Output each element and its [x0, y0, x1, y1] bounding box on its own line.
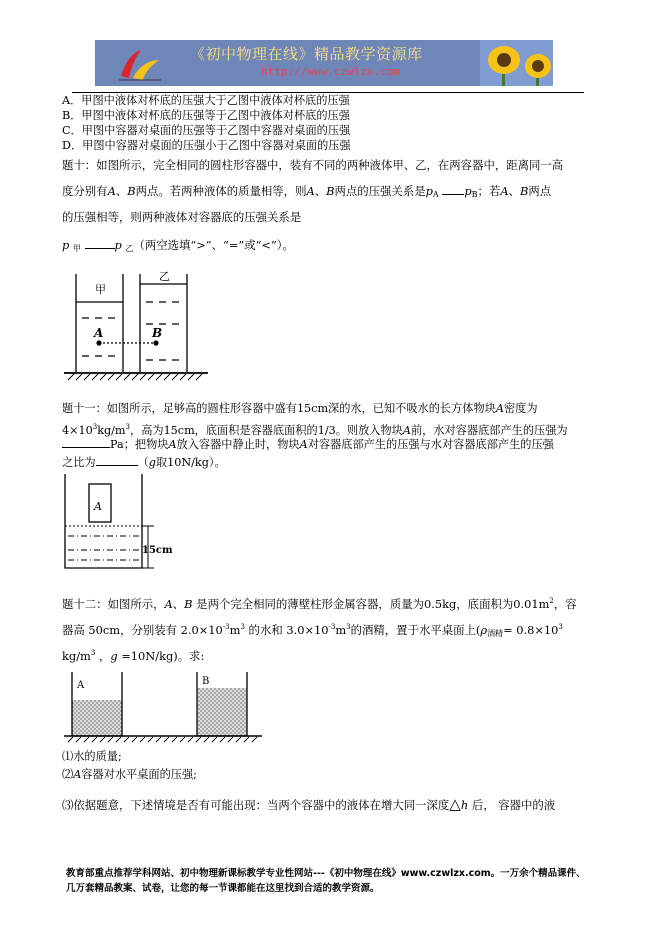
q12-sub-2: ⑵A容器对水平桌面的压强;: [62, 768, 197, 781]
fig12-label-b: B: [202, 676, 210, 687]
q11-line-3: Pa；把物块A放入容器中静止时，物块A对容器底部产生的压强与水对容器底部产生的压强: [62, 438, 554, 452]
q10-blank-1[interactable]: [442, 194, 464, 195]
footer-line-2: 几万套精品教案、试卷，让您的每一节课都能在这里找到合适的教学资源。: [66, 883, 380, 894]
fig-label-jia: 甲: [95, 283, 106, 296]
banner-url[interactable]: http://www.czwlzx.com: [261, 65, 401, 78]
q11-line-1: 题十一：如图所示，足够高的圆柱形容器中盛有15cm深的水，已知不吸水的长方体物块A密度为: [62, 402, 538, 415]
option-c: C．甲图中容器对桌面的压强等于乙图中容器对桌面的压强: [62, 124, 351, 137]
q10-line-3: 的压强相等，则两种液体对容器底的压强关系是: [62, 210, 302, 224]
q10-line-4: p $_甲$ p $_乙$（两空选填“>”、“=”或“<”）。: [62, 238, 294, 253]
q10-line-1: 题十：如图所示，完全相同的圆柱形容器中，装有不同的两种液体甲、乙，在两容器中，距离同一高: [62, 158, 564, 172]
q12-sub-1: ⑴水的质量;: [62, 750, 122, 763]
fig11-block-a: A: [94, 500, 102, 513]
q11-blank-1[interactable]: [62, 447, 110, 448]
site-banner: [95, 40, 553, 86]
q11-line-4: 之比为 （g取10N/kg）。: [62, 456, 226, 469]
header-rule: [72, 92, 584, 93]
q10-figure: [62, 262, 212, 384]
fig11-depth-label: 15cm: [142, 545, 173, 556]
q11-figure: [62, 472, 186, 574]
footer-line-1: 教育部重点推荐学科网站、初中物理新课标教学专业性网站---《初中物理在线》www.czwlzx.com。一万余个精品课件、: [66, 868, 586, 879]
q10-blank-2[interactable]: [85, 248, 115, 249]
option-b: B．甲图中液体对杯底的压强等于乙图中液体对杯底的压强: [62, 109, 350, 122]
q12-figure: [62, 664, 272, 744]
q12-line-1: 题十二：如图所示，A、B 是两个完全相同的薄壁柱形金属容器，质量为0.5kg，底面积为$0.01m^2$，容: [62, 597, 577, 611]
q12-line-2: 器高 50cm，分别装有 $2.0\times 10^{-3}m^3$ 的水和 $3.0\times 10^{-3}m^3$的酒精，置于水平桌面上($\rho_{酒精}= 0.8\times 10^3$: [62, 623, 563, 638]
banner-title: 《初中物理在线》精品教学资源库: [190, 45, 423, 63]
q10-line-2: 度分别有A、B两点。若两种液体的质量相等，则A、B两点的压强关系是$p_A$ $p_B$；若A、B两点: [62, 184, 552, 199]
q11-line-2: $4\times 10^3kg/m^3$，高为15cm，底面积是容器底面积的1/3。则放入物块A前，水对容器底部产生的压强为: [62, 423, 568, 437]
fig-point-b: B: [152, 326, 163, 340]
q11-blank-2[interactable]: [96, 465, 138, 466]
q12-line-3: $kg/m^3$ ，g =10N/kg)。求:: [62, 649, 205, 663]
option-a: A．甲图中液体对杯底的压强大于乙图中液体对杯底的压强: [62, 94, 350, 107]
fig-point-a: A: [94, 326, 104, 340]
option-d: D．甲图中容器对桌面的压强小于乙图中容器对桌面的压强: [62, 139, 351, 152]
sunflower-icon: [480, 40, 553, 86]
fig-label-yi: 乙: [159, 270, 170, 283]
site-logo-icon: [115, 44, 165, 82]
q12-sub-3: ⑶依据题意，下述情境是否有可能出现：当两个容器中的液体在增大同一深度△h 后， 容器中的液: [62, 795, 556, 813]
fig12-label-a: A: [77, 680, 85, 691]
